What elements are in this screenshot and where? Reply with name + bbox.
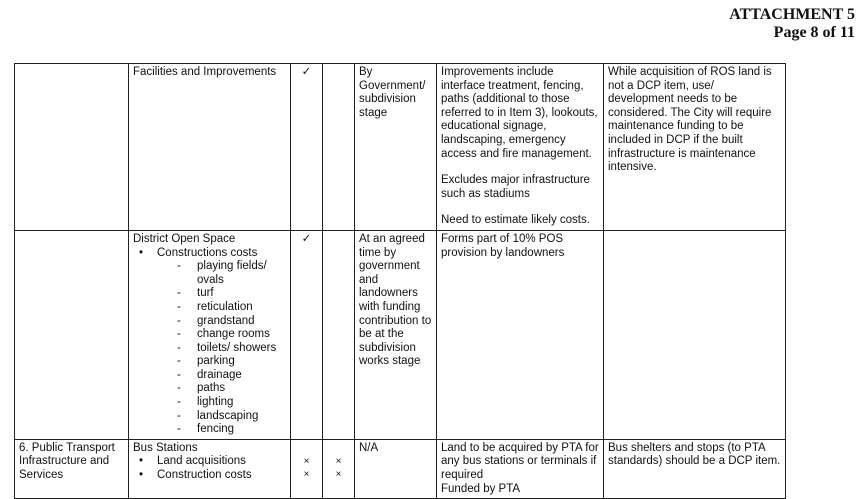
component-cell <box>129 230 291 439</box>
mark-cell <box>291 439 323 498</box>
item-cell <box>15 64 129 231</box>
mark-cell <box>323 439 355 498</box>
sub-list-item: - landscaping <box>197 410 286 424</box>
item-cell <box>15 230 129 439</box>
cross-mark: × <box>335 468 342 480</box>
comment-paragraph: Improvements include interface treatment, fencing, paths (additional to those referred to in Item 3), lookouts, educational signage, landscaping, emergency access and fire management. <box>441 66 598 160</box>
bullet-list <box>133 247 286 437</box>
timing-cell: By Government/ subdivision stage <box>355 64 437 231</box>
component-cell <box>129 439 291 498</box>
component-cell: Facilities and Improvements <box>129 64 291 231</box>
check-mark: ✓ <box>291 64 323 231</box>
notes-cell: Bus shelters and stops (to PTA standards) should be a DCP item. <box>604 439 786 498</box>
sub-list-item: - parking <box>197 355 286 369</box>
comments-cell: Forms part of 10% POS provision by landowners <box>437 230 604 439</box>
table-row <box>15 230 786 439</box>
cross-mark: × <box>303 468 310 480</box>
component-title: District Open Space <box>133 232 236 245</box>
bullet-list <box>133 455 286 482</box>
table-row <box>15 439 786 498</box>
component-title: Bus Stations <box>133 441 198 454</box>
sub-list-item: - drainage <box>197 369 286 383</box>
sub-list-item: - change rooms <box>197 328 286 342</box>
comment-paragraph: Funded by PTA <box>441 482 521 495</box>
sub-list-item: - paths <box>197 382 286 396</box>
comment-paragraph: Excludes major infrastructure such as stadiums <box>441 174 590 200</box>
sub-list-item: - fencing <box>197 423 286 437</box>
list-item: • Land acquisitions <box>157 455 286 469</box>
table-row <box>15 64 786 231</box>
cross-mark: × <box>335 455 342 467</box>
dcp-items-table <box>14 63 786 499</box>
timing-cell: At an agreed time by government and landowners with funding contribution to be at the subdivision works stage <box>355 230 437 439</box>
cross-mark: × <box>303 455 310 467</box>
sub-list <box>157 260 286 437</box>
sub-list-item: - reticulation <box>197 301 286 315</box>
list-item: • Construction costs <box>157 469 286 483</box>
item-cell: 6. Public Transport Infrastructure and Services <box>15 439 129 498</box>
sub-list-item: - playing fields/ ovals <box>197 260 286 287</box>
sub-list-item: - turf <box>197 287 286 301</box>
sub-list-item: - toilets/ showers <box>197 342 286 356</box>
empty-mark-cell <box>323 64 355 231</box>
list-item: • Constructions costs - playing fields/ ovals - turf - reticulation - grandstand - change rooms - toilets/ showers - parking - drainage - paths - lighting - landscaping - fencing <box>157 247 286 437</box>
comment-paragraph: Land to be acquired by PTA for any bus stations or terminals if required <box>441 441 599 482</box>
notes-cell <box>604 230 786 439</box>
notes-cell: While acquisition of ROS land is not a DCP item, use/ development needs to be considered. The City will require maintenance funding to be included in DCP if the built infrastructure is maintenance intensive. <box>604 64 786 231</box>
empty-mark-cell <box>323 230 355 439</box>
check-mark: ✓ <box>291 230 323 439</box>
comments-cell <box>437 439 604 498</box>
sub-list-item: - lighting <box>197 396 286 410</box>
timing-cell: N/A <box>355 439 437 498</box>
attachment-label: ATTACHMENT 5 <box>729 6 855 23</box>
comments-cell <box>437 64 604 231</box>
page-number: Page 8 of 11 <box>773 24 855 41</box>
sub-list-item: - grandstand <box>197 315 286 329</box>
page-header <box>729 6 855 42</box>
comment-paragraph: Need to estimate likely costs. <box>441 214 590 227</box>
